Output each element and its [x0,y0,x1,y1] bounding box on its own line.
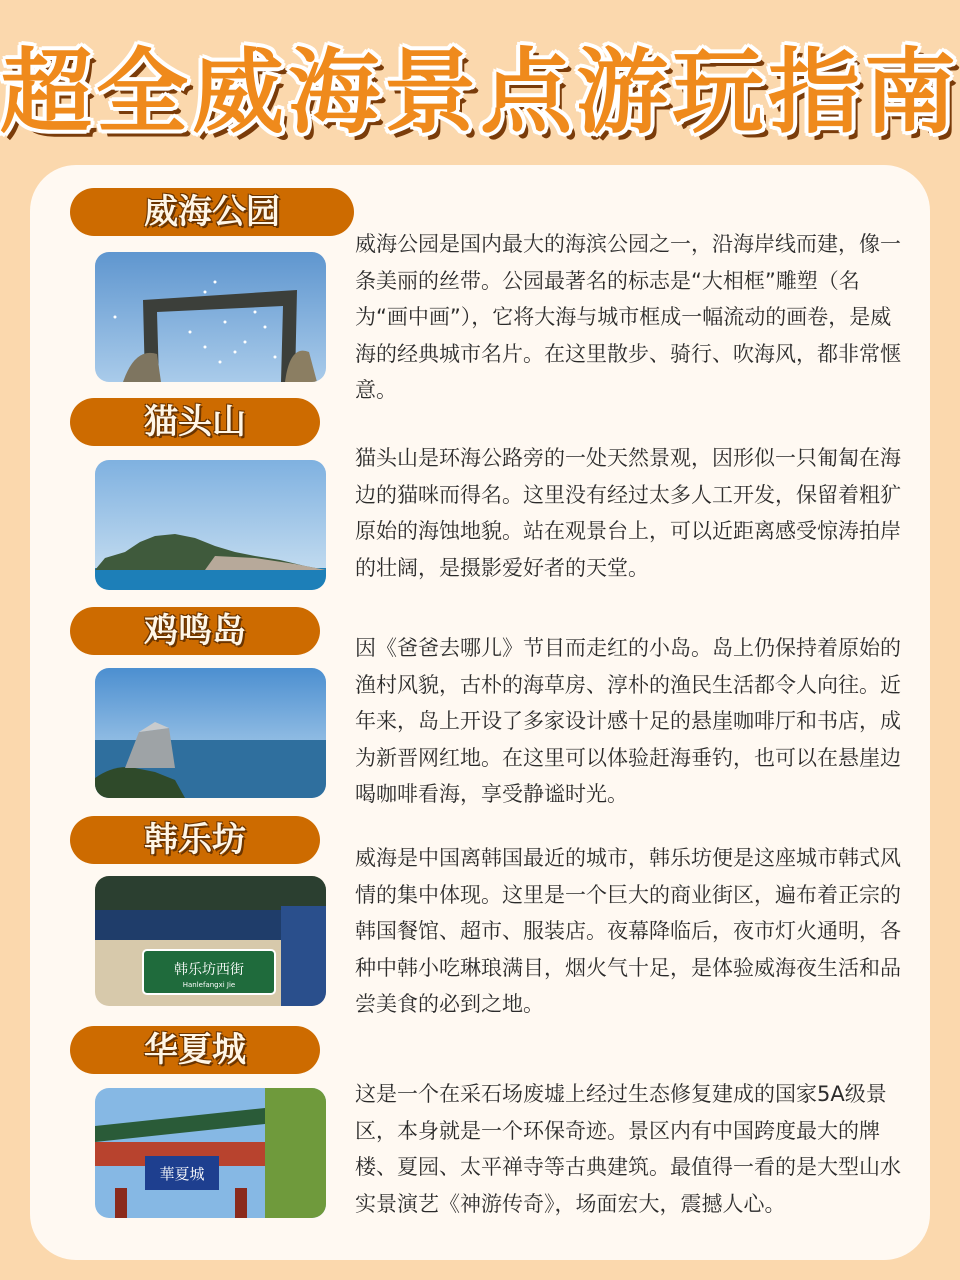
spot-description: 因《爸爸去哪儿》节目而走红的小岛。岛上仍保持着原始的渔村风貌，古朴的海草房、淳朴的渔民生活都令人向往。近年来，岛上开设了多家设计感十足的悬崖咖啡厅和书店，成为新晋网红地。在这里可以体验赶海垂钓，也可以在悬崖边喝咖啡看海，享受静谧时光。 [355,636,901,806]
spot-label: 华夏城 [70,1026,320,1074]
spot-label: 猫头山 [70,398,320,446]
spot-label: 鸡鸣岛 [70,607,320,655]
spot-photo-cliff-cafe [95,668,326,798]
spot-photo-island [95,460,326,590]
spot-photo-street-sign [95,876,326,1006]
street-sign-roman: Hanlefangxi Jie [182,981,236,989]
spot-description: 威海是中国离韩国最近的城市，韩乐坊便是这座城市韩式风情的集中体现。这里是一个巨大的商业街区，遍布着正宗的韩国餐馆、超市、服装店。夜幕降临后，夜市灯火通明，各种中韩小吃琳琅满目，烟火气十足，是体验威海夜生活和品尝美食的必到之地。 [355,846,901,1016]
spot-description: 猫头山是环海公路旁的一处天然景观，因形似一只匍匐在海边的猫咪而得名。这里没有经过太多人工开发，保留着粗犷原始的海蚀地貌。站在观景台上，可以近距离感受惊涛拍岸的壮阔，是摄影爱好者的天堂。 [355,446,901,580]
spot-photo-paifang-gate [95,1088,326,1218]
gate-plaque-text: 華夏城 [159,1165,205,1183]
spot-description: 威海公园是国内最大的海滨公园之一，沿海岸线而建，像一条美丽的丝带。公园最著名的标志是“大相框”雕塑（名为“画中画”），它将大海与城市框成一幅流动的画卷，是威海的经典城市名片。在这里散步、骑行、吹海风，都非常惬意。 [355,232,901,402]
page-title: 超全威海景点游玩指南 [0,39,960,146]
spot-photo-frame-sculpture [95,252,326,382]
spot-label: 威海公园 [70,188,354,236]
street-sign-text: 韩乐坊西街 [174,962,244,978]
spot-description: 这是一个在采石场废墟上经过生态修复建成的国家5A级景区，本身就是一个环保奇迹。景区内有中国跨度最大的牌楼、夏园、太平禅寺等古典建筑。最值得一看的是大型山水实景演艺《神游传奇》，场面宏大，震撼人心。 [355,1082,901,1216]
spot-label: 韩乐坊 [70,816,320,864]
